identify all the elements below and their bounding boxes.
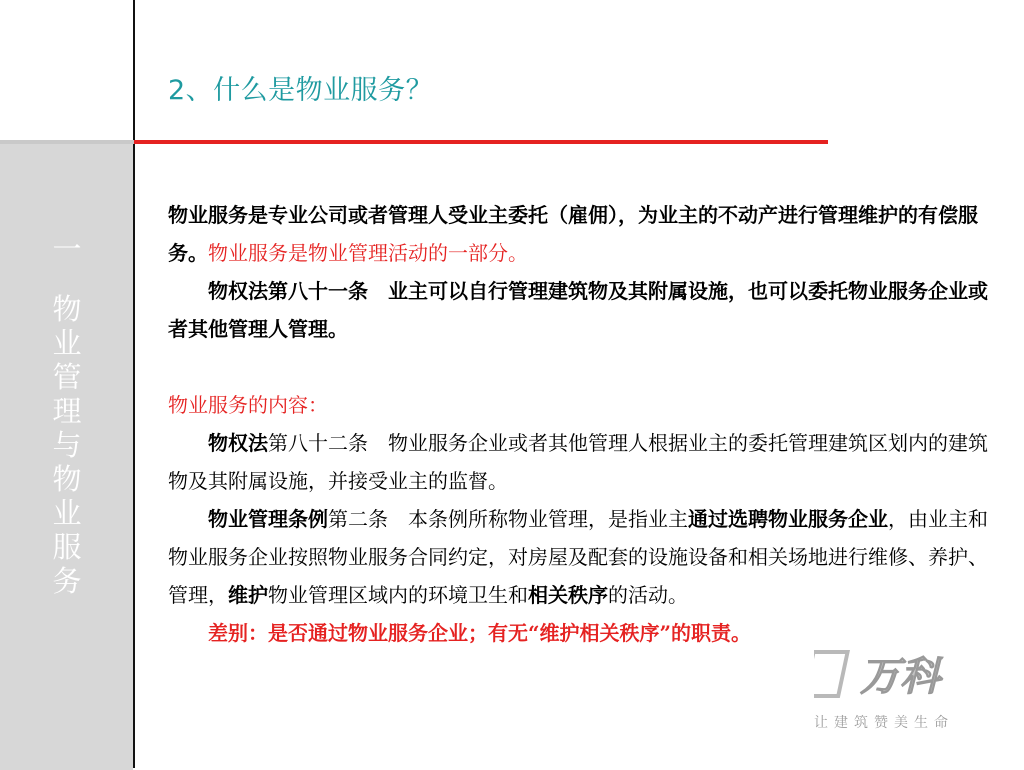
slide-title: 2、什么是物业服务？ [168,75,434,106]
paragraph-property-law-81: 物权法第八十一条 业主可以自行管理建筑物及其附属设施，也可以委托物业服务企业或者其他管理人管理。 [168,279,988,341]
section-char: 管 [52,360,82,394]
regulation-text: ，由业主和物业服务企业按照物业服务合同约定，对房屋及配套的设施设备和相关场地进行维修、养护、管理， [168,507,988,607]
sidebar [0,142,133,770]
section-char: 理 [52,394,82,428]
section-char: 物 [52,292,82,326]
title-underline [0,140,828,144]
regulation-bold: 相关秩序 [528,583,608,607]
section-char: 业 [52,496,82,530]
slide-body [168,196,996,652]
section-char: 物 [52,462,82,496]
section-char: 与 [52,428,82,462]
section-char: 服 [52,530,82,564]
regulation-text: 物业管理区域内的环境卫生和 [268,583,528,607]
law-name: 物权法 [208,431,268,455]
logo-tagline: 让建筑赞美生命 [814,715,954,731]
paragraph-regulation [168,500,996,614]
law-text: 第八十二条 物业服务企业或者其他管理人根据业主的委托管理建筑区划内的建筑物及其附属设施，并接受业主的监督。 [168,431,988,493]
regulation-text: 第二条 本条例所称物业管理，是指业主 [328,507,688,531]
difference-note: 差别：是否通过物业服务企业；有无“维护相关秩序”的职责。 [208,621,752,645]
regulation-text: 的活动。 [608,583,688,607]
paragraph-definition [168,196,996,272]
section-char: 业 [52,326,82,360]
section-char: 务 [52,564,82,598]
regulation-bold: 维护 [228,583,268,607]
content-heading: 物业服务的内容： [168,393,328,417]
svg-text:万科: 万科 [860,654,940,700]
paragraph-property-law-82 [168,424,996,500]
vertical-divider [133,0,135,768]
regulation-bold: 通过选聘物业服务企业 [688,507,888,531]
definition-text: 物业服务是专业公司或者管理人受业主委托（雇佣），为业主的不动产进行管理维护的有偿服务。 [168,203,978,265]
definition-highlight: 物业服务是物业管理活动的一部分。 [208,241,528,265]
section-number: 一 [52,232,82,266]
section-label [40,232,94,598]
regulation-name: 物业管理条例 [208,507,328,531]
vanke-logo [814,650,984,700]
